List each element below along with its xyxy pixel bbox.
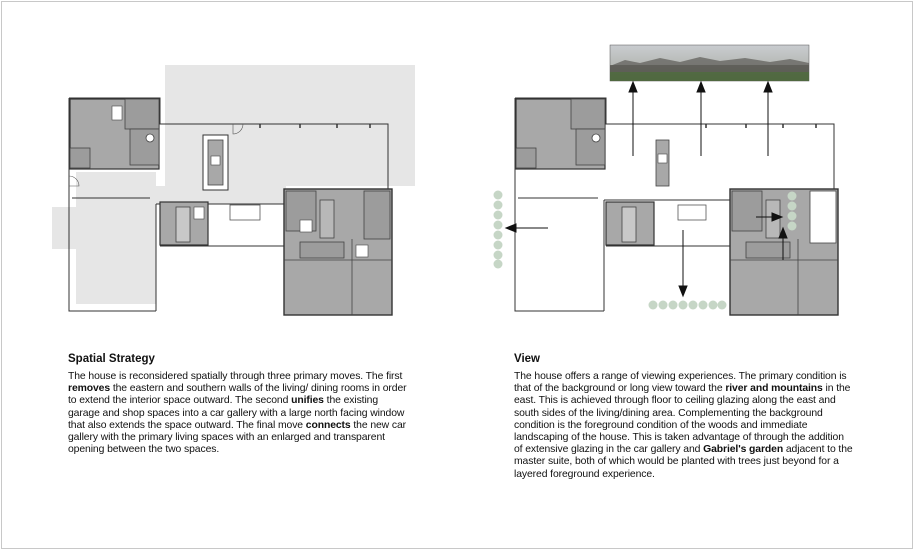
window-marks: [706, 124, 816, 128]
emphasis-text: river and mountains: [725, 383, 823, 395]
view-section: [514, 353, 854, 481]
service-core: [606, 202, 654, 245]
spatial-strategy-heading: Spatial Strategy: [68, 353, 155, 365]
body-text: the new car gallery with the primary living spaces with an enlarged and transparent opening between the two spaces.: [68, 419, 407, 456]
spatial-strategy-section: [68, 353, 408, 456]
spatial-strategy-paragraph: [68, 371, 408, 456]
emphasis-text: connects: [305, 419, 351, 431]
landscape-photo: [610, 45, 809, 81]
emphasis-text: unifies: [291, 395, 324, 407]
body-text: the eastern and southern walls of the living/ dining rooms in order to extend the interior space outward. The second: [68, 383, 407, 407]
dining-table: [678, 205, 706, 220]
emphasis-text: removes: [68, 383, 111, 395]
kitchen-island: [656, 140, 669, 186]
view-paragraph: [514, 371, 854, 481]
east-wing: [730, 189, 838, 315]
body-text: The house is reconsidered spatially through three primary moves. The first: [68, 371, 403, 382]
view-heading: View: [514, 353, 540, 365]
body-text: the existing garage and shop spaces into a car gallery with a large north facing window that also extends the space outward. The final move: [68, 395, 405, 431]
body-text: in the east. This is achieved through floor to ceiling glazing along the east and south sides of the living/dining area. Complementing the background condition is the foreground condition of the woods and immediate landscaping of the house. This is taken advantage of through the addition of extensive glazing in the car gallery and: [514, 383, 851, 456]
tree-row-south: [649, 301, 727, 310]
body-text: adjacent to the master suite, both of which would be planted with trees just beyond for a layered foreground experience.: [514, 444, 853, 480]
emphasis-text: Gabriel's garden: [703, 444, 784, 456]
body-text: The house offers a range of viewing experiences. The primary condition is that of the background or long view toward the: [514, 371, 847, 395]
master-suite: [516, 99, 605, 169]
tree-row-west: [494, 191, 503, 269]
